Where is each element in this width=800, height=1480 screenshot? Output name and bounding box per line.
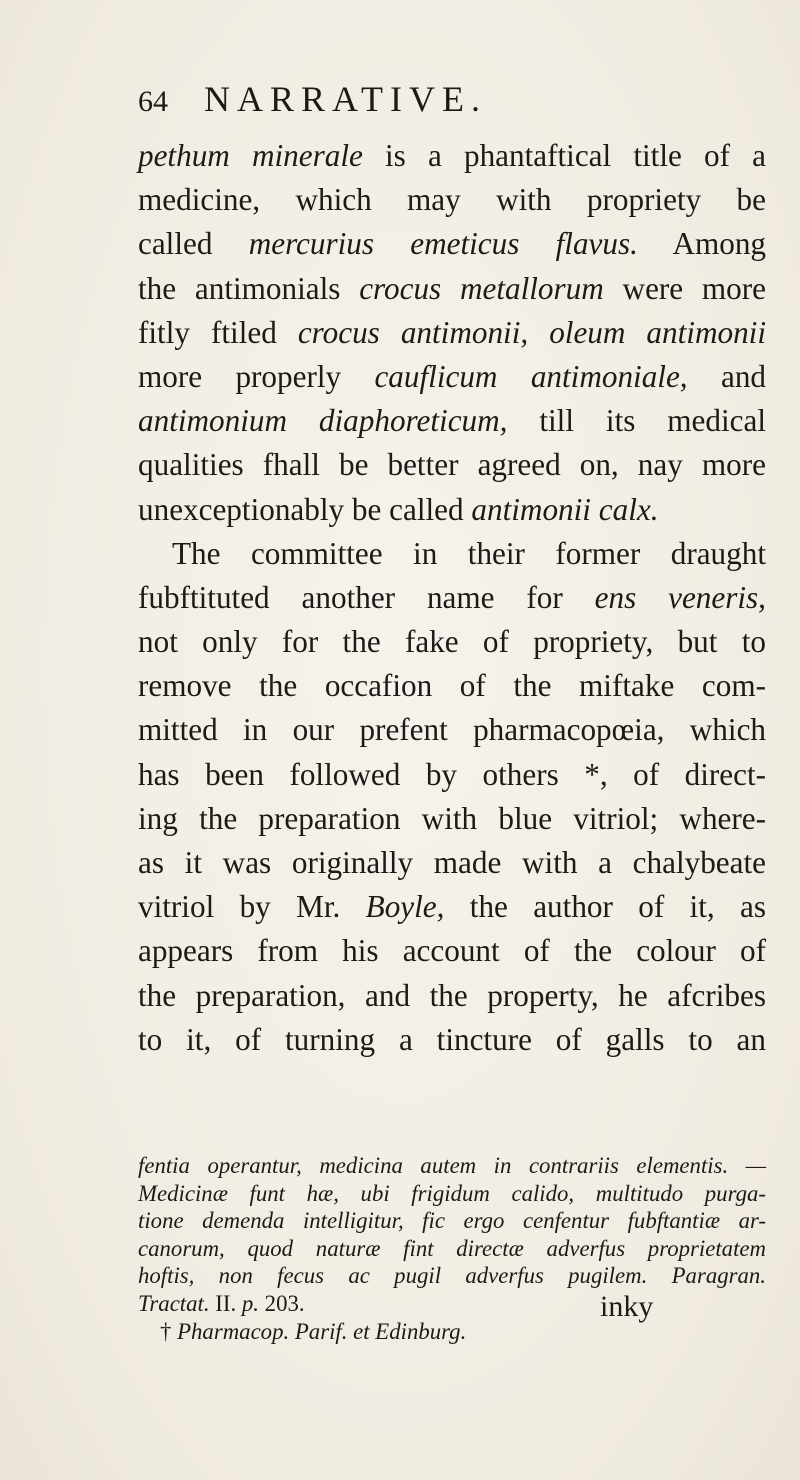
text-segment: vitriol by Mr. [138, 889, 366, 925]
text-line-10: The committee in their former draught [172, 535, 766, 571]
dagger-mark: † [160, 1318, 178, 1344]
latin-term: crocus antimonii, oleum antimonii [297, 314, 766, 350]
text-segment: more properly [138, 358, 375, 394]
latin-term: ens veneris, [594, 579, 766, 615]
text-line-3 [138, 222, 766, 266]
text-segment: is a phantaftical title of a [362, 138, 766, 173]
text-line-11 [138, 576, 766, 620]
running-head: NARRATIVE. [204, 79, 487, 119]
latin-term: pethum minerale [138, 138, 363, 173]
text-line-4 [138, 267, 766, 311]
latin-term: mercurius emeticus flavus. [248, 226, 638, 262]
latin-term: antimonium diaphoreticum, [138, 403, 508, 439]
text-line-20: the preparation, and the property, he afcribes [138, 977, 766, 1013]
latin-term: crocus metallorum [359, 270, 604, 306]
text-line-21: to it, of turning a tincture of galls to an [138, 1021, 766, 1057]
text-segment: the author of it, as [444, 889, 766, 925]
text-segment: the antimonials [138, 270, 360, 306]
text-segment: Tractat. [138, 1290, 210, 1316]
text-line-1 [138, 134, 766, 178]
footnote-line-3: tione demenda intelligitur, fic ergo cenfentur fubftantiæ ar- [138, 1208, 766, 1234]
text-segment: p. [241, 1290, 259, 1316]
footnotes [138, 1152, 766, 1345]
page-header [138, 78, 738, 128]
footnote-line-2: Medicinæ funt hæ, ubi frigidum calido, multitudo purga- [138, 1180, 766, 1206]
footnote-line-7 [138, 1318, 766, 1346]
text-line-12: not only for the fake of propriety, but to [138, 624, 766, 660]
footnote-line-6 [138, 1290, 766, 1318]
text-segment: fubftituted another name for [138, 579, 595, 615]
text-line-17: as it was originally made with a chalybeate [138, 845, 766, 880]
text-line-15: has been followed by others *, of direct- [138, 756, 766, 792]
text-line-7 [138, 399, 766, 443]
text-segment: unexceptionably be called [138, 491, 472, 527]
text-segment: were more [603, 270, 766, 306]
text-segment: called [138, 226, 249, 262]
text-line-6 [138, 355, 766, 399]
text-line-8: qualities fhall be better agreed on, nay more [138, 447, 766, 483]
footnote-line-1: fentia operantur, medicina autem in contrariis elementis. — [138, 1153, 766, 1178]
footnote-line-4: canorum, quod naturæ fint directæ adverfus proprietatem [138, 1235, 766, 1261]
text-segment: Paragran. [671, 1263, 766, 1289]
text-segment: Pharmacop. Parif. et Edinburg. [177, 1318, 467, 1344]
footnote-line-5 [138, 1262, 766, 1290]
text-segment: 203. [258, 1290, 305, 1316]
text-line-5 [138, 311, 766, 355]
text-segment: till its medical [507, 403, 766, 439]
text-segment: Among [637, 226, 767, 262]
text-line-19: appears from his account of the colour of [138, 933, 766, 969]
text-line-2: medicine, which may with propriety be [138, 182, 766, 218]
text-line-13: remove the occafion of the miftake com- [138, 668, 766, 704]
text-line-16: ing the preparation with blue vitriol; where- [138, 800, 766, 836]
text-segment: fitly ftiled [138, 314, 298, 350]
latin-term: antimonii calx. [471, 491, 659, 527]
text-segment: II. [209, 1290, 242, 1316]
text-line-9 [138, 488, 766, 532]
catchword: inky [600, 1290, 654, 1323]
latin-term: cauflicum antimoniale, [374, 358, 688, 394]
text-line-18 [138, 885, 766, 929]
page-number: 64 [138, 85, 168, 118]
text-line-14: mitted in our prefent pharmacopœia, which [138, 712, 766, 748]
text-segment: and [687, 358, 767, 394]
person-name: Boyle, [365, 889, 445, 925]
text-segment: hoftis, non fecus ac pugil adverfus pugilem. [138, 1263, 672, 1289]
body-text [138, 134, 766, 1062]
